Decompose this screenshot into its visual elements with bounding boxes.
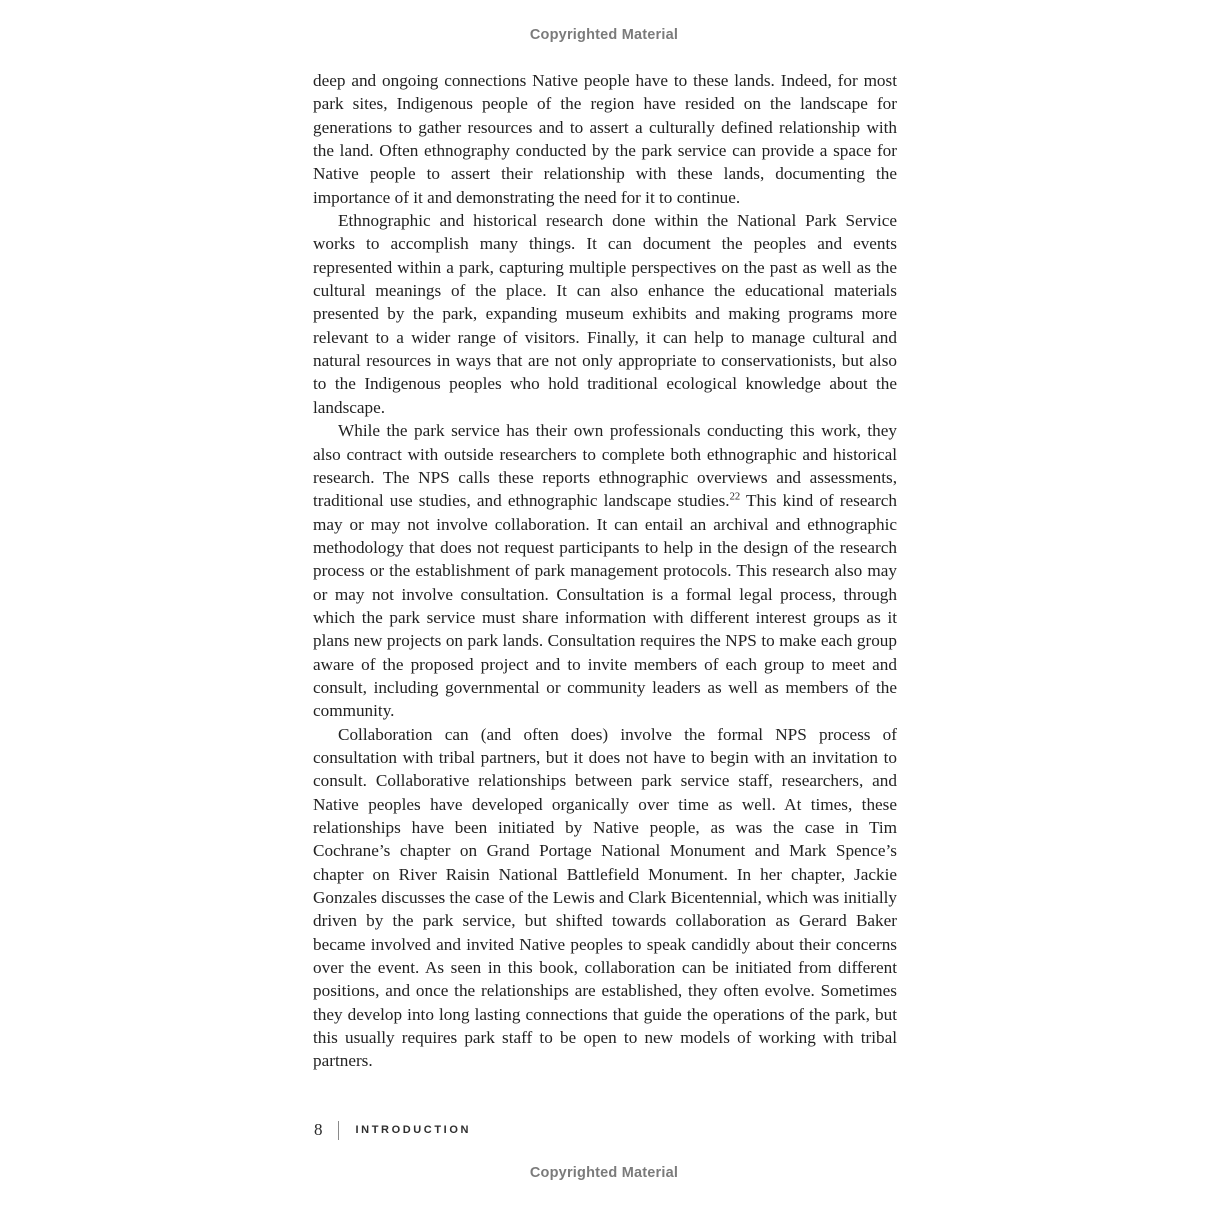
running-footer-section: INTRODUCTION <box>355 1124 472 1136</box>
paragraph-text: Collaboration can (and often does) involve the formal NPS process of consultation with tribal partners, but it does not have to begin with an invitation to consult. Collaborative relationships between park service staff, researchers, and Native peoples have developed organically over time as well. At times, these relationships have been initiated by Native people, as was the case in Tim Cochrane’s chapter on Grand Portage National Monument and Mark Spence’s chapter on River Raisin National Battlefield Monument. In her chapter, Jackie Gonzales discusses the case of the Lewis and Clark Bicentennial, which was initially driven by the park service, but shifted towards collaboration as Gerard Baker became involved and invited Native peoples to speak candidly about their concerns over the event. As seen in this book, collaboration can be initiated from different positions, and once the relationships are established, they often evolve. Sometimes they develop into long lasting connections that guide the operations of the park, but this usually requires park staff to be open to new models of working with tribal partners. <box>313 724 897 1071</box>
body-text <box>313 69 897 1073</box>
paragraph <box>313 419 897 722</box>
paragraph-text: deep and ongoing connections Native people have to these lands. Indeed, for most park sites, Indigenous people of the region have resided on the landscape for generations to gather resources and to assert a culturally defined relationship with the land. Often ethnography conducted by the park service can provide a space for Native people to assert their relationship with these lands, documenting the importance of it and demonstrating the need for it to continue. <box>313 71 897 207</box>
footnote-reference: 22 <box>729 491 741 503</box>
paragraph-text: While the park service has their own professionals conducting this work, they also contract with outside researchers to complete both ethnographic and historical research. The NPS calls these reports ethnographic overviews and assessments, traditional use studies, and ethnographic landscape studies. <box>313 421 897 511</box>
footer-divider <box>338 1121 339 1140</box>
page-number: 8 <box>314 1120 323 1139</box>
copyright-notice-bottom: Copyrighted Material <box>529 1165 679 1181</box>
paragraph-text: This kind of research may or may not involve collaboration. It can entail an archival and ethnographic methodology that does not request participants to help in the design of the research process or the establishment of park management protocols. This research also may or may not involve consultation. Consultation is a formal legal process, through which the park service must share information with different interest groups as it plans new projects on park lands. Consultation requires the NPS to make each group aware of the proposed project and to invite members of each group to meet and consult, including governmental or community leaders as well as members of the community. <box>313 491 897 721</box>
page-footer <box>314 1120 471 1140</box>
paragraph-text: Ethnographic and historical research done within the National Park Service works to accomplish many things. It can document the peoples and events represented within a park, capturing multiple perspectives on the past as well as the cultural meanings of the place. It can also enhance the educational materials presented by the park, expanding museum exhibits and making programs more relevant to a wider range of visitors. Finally, it can help to manage cultural and natural resources in ways that are not only appropriate to conservationists, but also to the Indigenous peoples who hold traditional ecological knowledge about the landscape. <box>313 211 897 417</box>
paragraph <box>313 723 897 1073</box>
copyright-notice-top: Copyrighted Material <box>529 27 679 43</box>
paragraph <box>313 209 897 419</box>
paragraph <box>313 69 897 209</box>
